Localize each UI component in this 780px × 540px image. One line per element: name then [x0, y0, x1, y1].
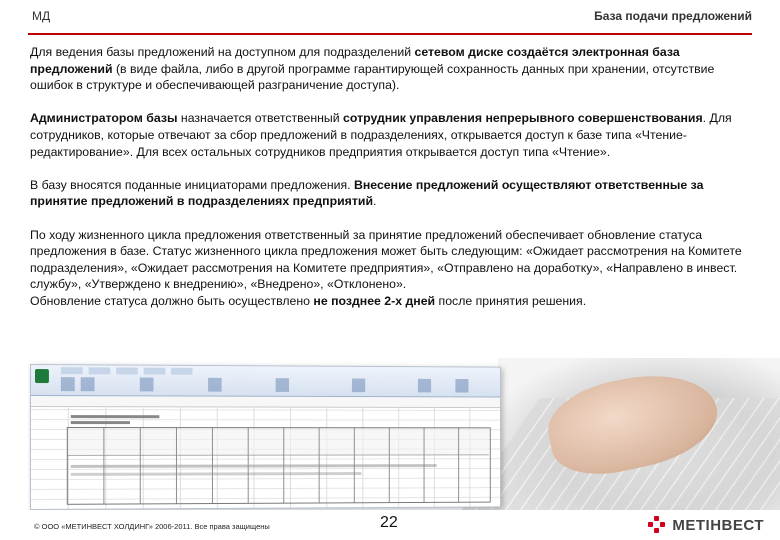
bold-text-run: сетевом диске создаётся электронная база предложений — [30, 45, 680, 76]
text-run: Для ведения базы предложений на доступном для подразделений — [30, 45, 415, 59]
text-run: . Для сотрудников, которые отвечают за сбор предложений в подразделениях, открывается доступ к базе типа «Чтение-редактирование». Для всех остальных сотрудников предприятия открывается доступ типа «Чтение». — [30, 111, 732, 159]
text-run: Обновление статуса должно быть осуществлено — [30, 293, 314, 308]
text-run: В базу вносятся поданные инициаторами предложения. — [30, 177, 354, 192]
spreadsheet-screenshot — [30, 364, 501, 510]
page-number: 22 — [380, 514, 398, 531]
footer-copyright: © ООО «МЕТИНВЕСТ ХОЛДИНГ» 2006-2011. Все права защищены — [34, 522, 270, 531]
header-divider — [28, 33, 752, 35]
bold-text-run: Внесение предложений осуществляют ответственные за принятие предложений в подразделениях предприятий — [30, 177, 704, 209]
paragraph-status-deadline — [30, 293, 750, 310]
paragraph-entry — [30, 177, 750, 210]
logo-wordmark: МЕТІНВЕСТ — [672, 516, 764, 534]
bold-text-run: не позднее 2-х дней — [313, 293, 436, 308]
bold-text-run: Администратором базы — [30, 111, 178, 126]
slide-body — [30, 44, 750, 310]
spreadsheet-ribbon — [31, 365, 500, 397]
text-run: после принятия решения. — [435, 293, 587, 308]
text-run: . — [373, 194, 377, 209]
bold-text-run: сотрудник управления непрерывного совершенствования — [343, 111, 703, 126]
company-logo — [648, 516, 764, 534]
metinvest-logo-icon — [648, 516, 666, 534]
paragraph-administrator — [30, 110, 750, 160]
text-run: назначается ответственный — [177, 111, 344, 126]
text-run: (в виде файла, либо в другой программе гарантирующей сохранность данных при хранении, отсутствие ошибок в структуре и обеспечивающей разграничение доступа). — [30, 61, 715, 93]
text-run: По ходу жизненного цикла предложения ответственный за принятие предложений обеспечивает обновление статуса предложения в базе. Статус жизненного цикла предложения может быть следующим: «Ожидает рассмотрения на Комитете подразделения», «Ожидает рассмотрения на Комитете предприятия», «Отправлено на доработку», «Направлено в инвест. службу», «Утверждено к внедрению», «Внедрено», «Отклонено». — [30, 227, 742, 292]
paragraph-database-creation — [30, 44, 750, 94]
paragraph-status-lifecycle — [30, 227, 750, 293]
header-slide-title: База подачи предложений — [594, 9, 752, 23]
illustration-photo — [28, 358, 780, 510]
header-section-label: МД — [32, 9, 51, 23]
excel-icon — [35, 369, 49, 383]
